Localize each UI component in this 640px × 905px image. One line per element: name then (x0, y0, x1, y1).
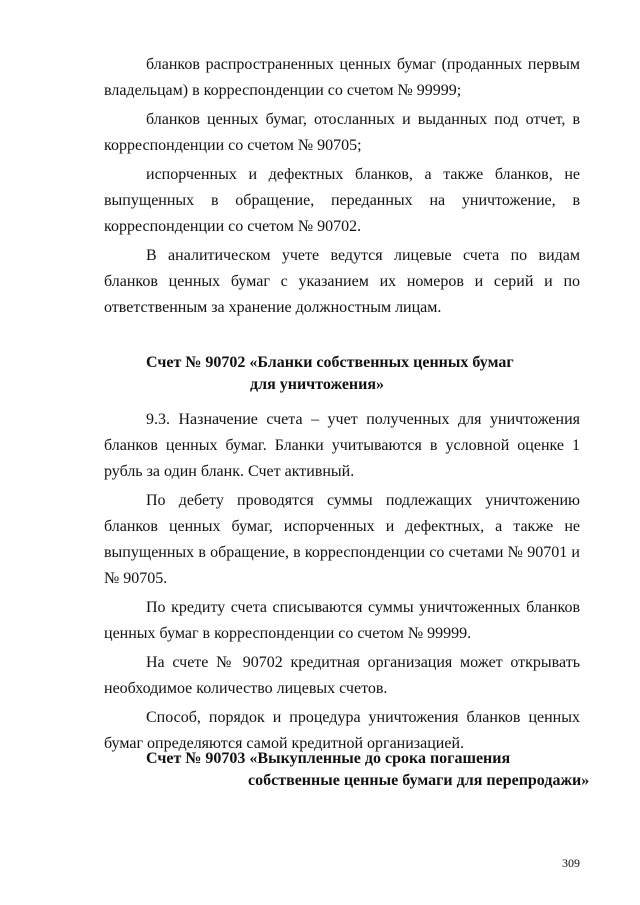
paragraph-8: На счете № 90702 кредитная организация может открывать необходимое количество лицевых счетов. (104, 654, 580, 697)
heading-90703-line-1: Счет № 90703 «Выкупленные до срока погашения (146, 750, 511, 767)
paragraph-4: В аналитическом учете ведутся лицевые счета по видам бланков ценных бумаг с указанием их номеров и серий и по ответственным за хранение должностным лицам. (104, 247, 580, 316)
page-number: 309 (562, 856, 580, 870)
paragraph-9: Способ, порядок и процедура уничтожения бланков ценных бумаг определяются самой кредитной организацией. (104, 709, 580, 752)
paragraph-1: бланков распространенных ценных бумаг (проданных первым владельцам) в корреспонденции со счетом № 99999; (104, 56, 580, 99)
paragraph-3: испорченных и дефектных бланков, а также бланков, не выпущенных в обращение, переданных на уничтожение, в корреспонденции со счетом № 90702. (104, 166, 580, 235)
section-heading-90703 (146, 748, 589, 792)
text-block-2 (104, 407, 580, 757)
heading-90702-line-2: для уничтожения» (250, 376, 385, 393)
paragraph-7: По кредиту счета списываются суммы уничтоженных бланков ценных бумаг в корреспонденции со счетом № 99999. (104, 599, 580, 642)
paragraph-6: По дебету проводятся суммы подлежащих уничтожению бланков ценных бумаг, испорченных и дефектных, а также не выпущенных в обращение, в корреспонденции со счетами № 90701 и № 90705. (104, 492, 580, 587)
paragraph-2: бланков ценных бумаг, отосланных и выданных под отчет, в корреспонденции со счетом № 90705; (104, 111, 580, 154)
paragraph-5: 9.3. Назначение счета – учет полученных для уничтожения бланков ценных бумаг. Бланки учитываются в условной оценке 1 рубль за один бланк. Счет активный. (104, 411, 580, 480)
text-block-1 (104, 52, 580, 321)
section-heading-90702 (146, 352, 514, 396)
heading-90703-line-2: собственные ценные бумаги для перепродажи» (248, 772, 590, 789)
heading-90702-line-1: Счет № 90702 «Бланки собственных ценных бумаг (146, 354, 514, 371)
